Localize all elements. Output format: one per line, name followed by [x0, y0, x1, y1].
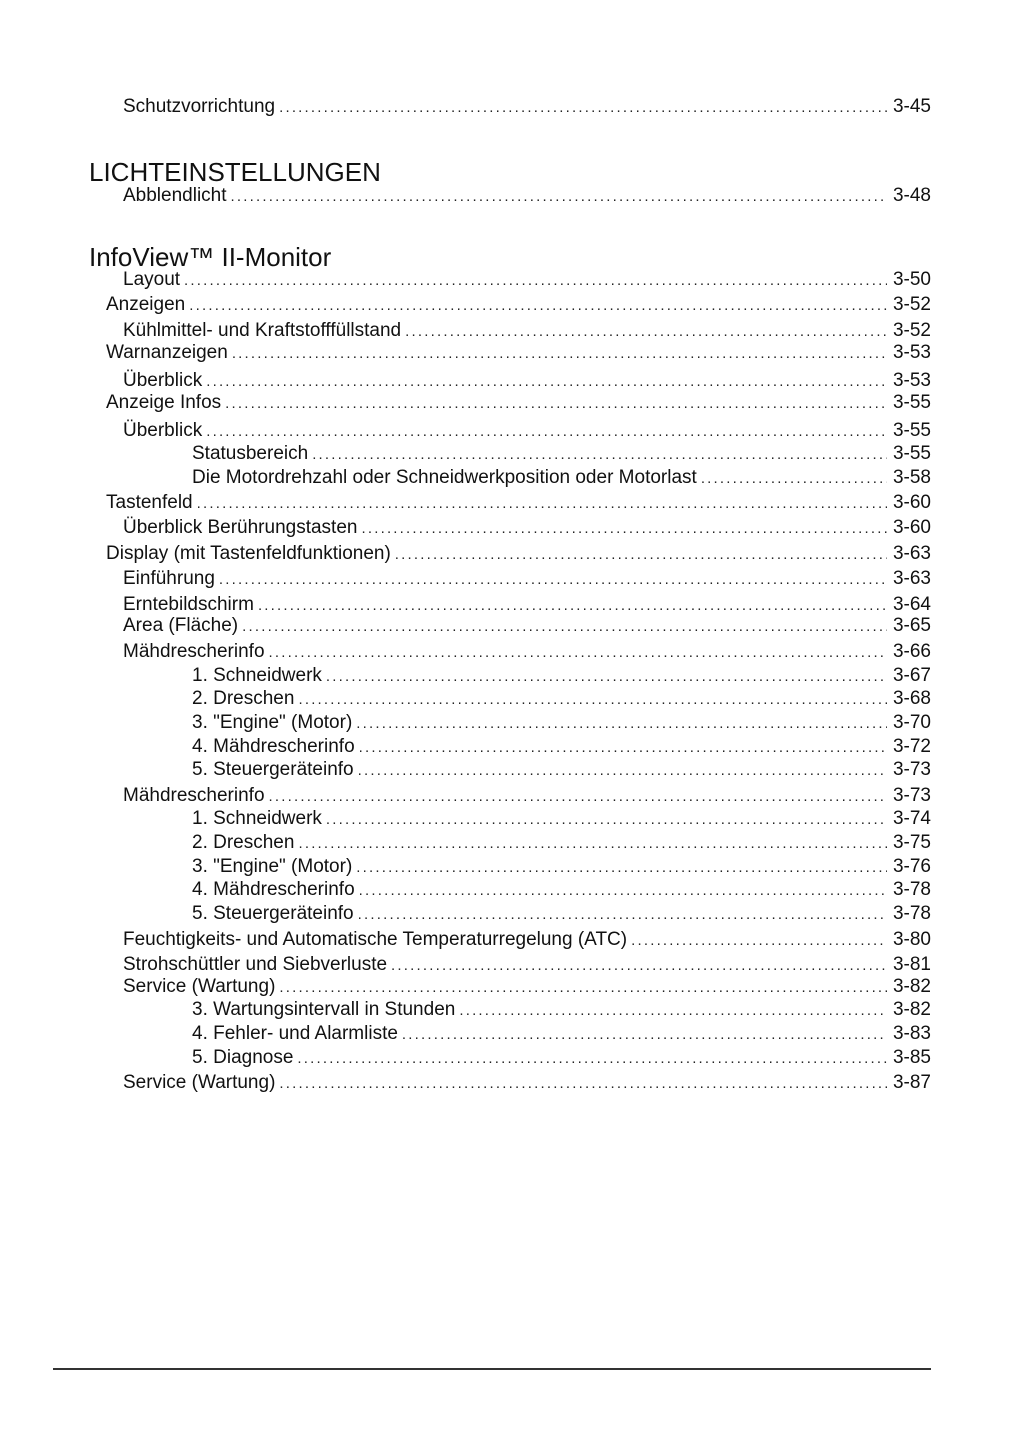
leader-dots	[395, 543, 887, 567]
toc-entry-page: 3-76	[892, 856, 931, 877]
toc-entry-title: Anzeigen	[106, 294, 186, 315]
toc-entry-page: 3-82	[892, 999, 931, 1020]
leader-dots	[206, 420, 887, 444]
toc-entry-page: 3-63	[892, 568, 931, 589]
toc-entry-title: Die Motordrehzahl oder Schneidwerkposition oder Motorlast	[192, 467, 697, 488]
toc-entry[interactable]	[123, 928, 931, 952]
toc-entry[interactable]	[192, 831, 931, 855]
section-heading-infoview: InfoView™ II-Monitor	[89, 242, 332, 272]
leader-dots	[701, 467, 887, 491]
toc-entry-page: 3-70	[892, 712, 931, 733]
leader-dots	[279, 976, 887, 1000]
toc-entry[interactable]	[123, 419, 931, 443]
toc-entry-page: 3-85	[892, 1047, 931, 1068]
toc-entry[interactable]	[123, 975, 931, 999]
toc-entry[interactable]	[192, 664, 931, 688]
leader-dots	[219, 568, 887, 592]
toc-entry[interactable]	[123, 567, 931, 591]
toc-entry-title: Einführung	[123, 568, 215, 589]
toc-entry-title: 5. Steuergeräteinfo	[192, 759, 354, 780]
toc-entry[interactable]	[123, 268, 931, 292]
toc-entry[interactable]	[192, 735, 931, 759]
toc-entry[interactable]	[123, 614, 931, 638]
leader-dots	[189, 294, 887, 318]
toc-entry[interactable]	[123, 1071, 931, 1095]
toc-entry[interactable]	[123, 516, 931, 540]
toc-entry-page: 3-55	[892, 420, 931, 441]
toc-entry[interactable]	[123, 319, 931, 343]
toc-entry-title: 4. Mähdrescherinfo	[192, 879, 355, 900]
toc-entry-title: Display (mit Tastenfeldfunktionen)	[106, 543, 391, 564]
toc-entry-page: 3-66	[892, 641, 931, 662]
leader-dots	[312, 443, 887, 467]
leader-dots	[298, 832, 887, 856]
toc-entry[interactable]	[106, 293, 931, 317]
toc-entry[interactable]	[123, 953, 931, 977]
toc-entry-title: 4. Mähdrescherinfo	[192, 736, 355, 757]
toc-entry[interactable]	[192, 687, 931, 711]
toc-entry-page: 3-55	[892, 392, 931, 413]
toc-entry[interactable]	[192, 878, 931, 902]
toc-entry-page: 3-53	[892, 370, 931, 391]
toc-entry-title: Anzeige Infos	[106, 392, 222, 413]
leader-dots	[358, 759, 887, 783]
toc-entry[interactable]	[123, 784, 931, 808]
toc-entry-title: Erntebildschirm	[123, 594, 254, 615]
toc-entry-page: 3-60	[892, 492, 931, 513]
leader-dots	[225, 392, 887, 416]
toc-entry[interactable]	[123, 369, 931, 393]
toc-entry[interactable]	[106, 341, 931, 365]
toc-entry-title: 5. Steuergeräteinfo	[192, 903, 354, 924]
leader-dots	[298, 688, 887, 712]
toc-entry-title: Mähdrescherinfo	[123, 785, 265, 806]
toc-entry-title: Strohschüttler und Siebverluste	[123, 954, 388, 975]
toc-entry-page: 3-73	[892, 785, 931, 806]
toc-entry[interactable]	[192, 1046, 931, 1070]
toc-entry-page: 3-87	[892, 1072, 931, 1093]
toc-entry[interactable]	[192, 998, 931, 1022]
toc-entry-page: 3-45	[892, 96, 931, 117]
toc-entry[interactable]	[106, 391, 931, 415]
leader-dots	[269, 641, 887, 665]
toc-entry[interactable]	[106, 491, 931, 515]
toc-entry-title: Layout	[123, 269, 181, 290]
toc-entry-page: 3-63	[892, 543, 931, 564]
toc-entry-page: 3-52	[892, 294, 931, 315]
section-heading-lichteinstellungen: LICHTEINSTELLUNGEN	[89, 157, 381, 187]
toc-entry-page: 3-82	[892, 976, 931, 997]
toc-entry-page: 3-72	[892, 736, 931, 757]
leader-dots	[242, 615, 887, 639]
leader-dots	[279, 96, 887, 120]
toc-entry[interactable]	[123, 184, 931, 208]
leader-dots	[232, 342, 887, 366]
toc-entry-title: Statusbereich	[192, 443, 309, 464]
toc-entry-page: 3-55	[892, 443, 931, 464]
toc-entry-page: 3-83	[892, 1023, 931, 1044]
leader-dots	[279, 1072, 887, 1096]
toc-entry-title: 5. Diagnose	[192, 1047, 294, 1068]
toc-entry-page: 3-81	[892, 954, 931, 975]
leader-dots	[269, 785, 887, 809]
toc-entry-page: 3-68	[892, 688, 931, 709]
toc-entry-title: Abblendlicht	[123, 185, 227, 206]
toc-entry-title: 1. Schneidwerk	[192, 665, 322, 686]
toc-entry-title: 1. Schneidwerk	[192, 808, 322, 829]
toc-entry-title: 4. Fehler- und Alarmliste	[192, 1023, 398, 1044]
toc-entry[interactable]	[106, 542, 931, 566]
leader-dots	[297, 1047, 887, 1071]
toc-entry[interactable]	[192, 1022, 931, 1046]
toc-entry-title: 2. Dreschen	[192, 688, 295, 709]
toc-entry[interactable]	[192, 442, 931, 466]
toc-entry[interactable]	[192, 807, 931, 831]
leader-dots	[359, 736, 887, 760]
toc-entry[interactable]	[192, 902, 931, 926]
toc-entry[interactable]	[123, 95, 931, 119]
leader-dots	[361, 517, 887, 541]
toc-entry-page: 3-64	[892, 594, 931, 615]
toc-entry-page: 3-58	[892, 467, 931, 488]
toc-entry-page: 3-52	[892, 320, 931, 341]
toc-entry-title: Service (Wartung)	[123, 976, 276, 997]
leader-dots	[358, 903, 887, 927]
leader-dots	[326, 808, 887, 832]
toc-entry-page: 3-67	[892, 665, 931, 686]
toc-entry-title: 3. "Engine" (Motor)	[192, 856, 353, 877]
toc-entry[interactable]	[192, 758, 931, 782]
toc-entry-title: Schutzvorrichtung	[123, 96, 276, 117]
toc-entry[interactable]	[192, 855, 931, 879]
toc-entry[interactable]	[123, 640, 931, 664]
toc-entry-page: 3-65	[892, 615, 931, 636]
toc-entry[interactable]	[192, 466, 931, 490]
leader-dots	[402, 1023, 887, 1047]
toc-entry-page: 3-48	[892, 185, 931, 206]
leader-dots	[184, 269, 887, 293]
toc-entry-page: 3-78	[892, 903, 931, 924]
toc-entry-title: 3. "Engine" (Motor)	[192, 712, 353, 733]
footer-divider	[53, 1368, 931, 1370]
toc-entry-title: Überblick	[123, 370, 203, 391]
toc-entry-page: 3-74	[892, 808, 931, 829]
leader-dots	[356, 712, 887, 736]
toc-entry-page: 3-78	[892, 879, 931, 900]
leader-dots	[231, 185, 887, 209]
toc-entry-title: Warnanzeigen	[106, 342, 228, 363]
leader-dots	[459, 999, 887, 1023]
toc-entry-page: 3-73	[892, 759, 931, 780]
toc-entry-title: Tastenfeld	[106, 492, 193, 513]
toc-entry-title: Area (Fläche)	[123, 615, 239, 636]
toc-entry-page: 3-53	[892, 342, 931, 363]
leader-dots	[326, 665, 887, 689]
toc-entry-page: 3-75	[892, 832, 931, 853]
toc-entry-title: Kühlmittel- und Kraftstofffüllstand	[123, 320, 402, 341]
toc-entry-page: 3-60	[892, 517, 931, 538]
toc-entry-title: Feuchtigkeits- und Automatische Temperaturregelung (ATC)	[123, 929, 628, 950]
toc-entry-page: 3-80	[892, 929, 931, 950]
toc-entry-title: 3. Wartungsintervall in Stunden	[192, 999, 456, 1020]
leader-dots	[356, 856, 887, 880]
toc-entry-page: 3-50	[892, 269, 931, 290]
toc-entry-title: Service (Wartung)	[123, 1072, 276, 1093]
toc-entry-title: 2. Dreschen	[192, 832, 295, 853]
toc-entry-title: Überblick Berührungstasten	[123, 517, 358, 538]
leader-dots	[359, 879, 887, 903]
toc-entry[interactable]	[192, 711, 931, 735]
toc-entry-title: Mähdrescherinfo	[123, 641, 265, 662]
toc-entry-title: Überblick	[123, 420, 203, 441]
leader-dots	[197, 492, 887, 516]
leader-dots	[631, 929, 887, 953]
